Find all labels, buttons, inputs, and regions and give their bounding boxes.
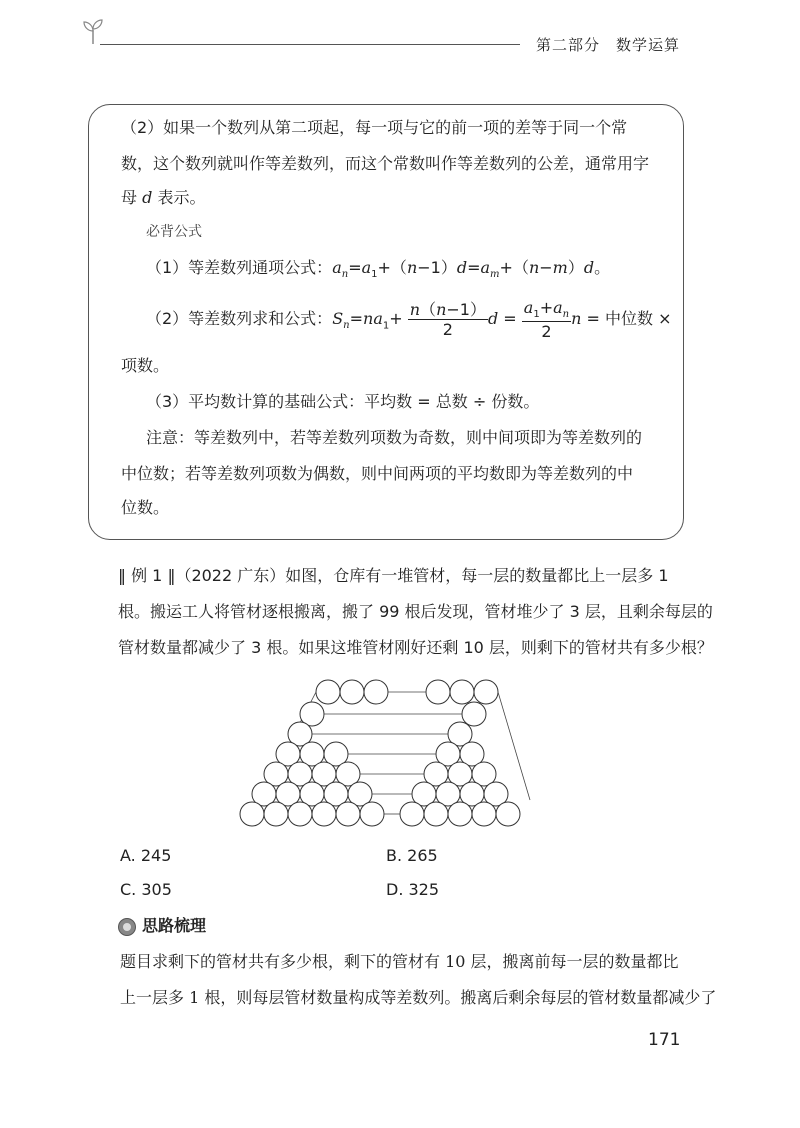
pipe-top-left-1 [340, 680, 364, 704]
pipe-row4-left-2 [288, 802, 312, 826]
option-d: D. 325 [386, 880, 440, 899]
formula-2-cont: 项数。 [121, 356, 170, 375]
must-memorize-heading: 必背公式 [146, 224, 202, 240]
analysis-line1: 题目求剩下的管材共有多少根，剩下的管材有 10 层，搬离前每一层的数量都比 [120, 952, 679, 971]
example-line3: 管材数量都减少了 3 根。如果这堆管材刚好还剩 10 层，则剩下的管材共有多少根？ [118, 638, 713, 657]
pipe-top-right-0 [426, 680, 450, 704]
option-a: A. 245 [120, 846, 172, 865]
pipe-row4-left-5 [360, 802, 384, 826]
option-c: C. 305 [120, 880, 172, 899]
pipe-top-right-1 [450, 680, 474, 704]
pipe-row4-left-3 [312, 802, 336, 826]
para2-line2: 数，这个数列就叫作等差数列，而这个常数叫作等差数列的公差，通常用字 [121, 154, 650, 173]
analysis-heading: 思路梳理 [142, 916, 207, 935]
pipe-row4-right-4 [496, 802, 520, 826]
page-number: 171 [648, 1030, 681, 1050]
note-line3: 位数。 [121, 498, 170, 517]
pipe-top-left-2 [364, 680, 388, 704]
pipe-row4-left-0 [240, 802, 264, 826]
formula-1: （1）等差数列通项公式：$a_n=a_1+(n-1)d=a_m+(n-m)d$。 [146, 258, 611, 281]
example-line1: ‖ 例 1 ‖（2022 广东）如图，仓库有一堆管材，每一层的数量都比上一层多 1 [118, 566, 669, 585]
pipe-row4-right-3 [472, 802, 496, 826]
pipe-top-left-0 [316, 680, 340, 704]
thinking-icon [118, 918, 136, 936]
pipe-row4-right-1 [424, 802, 448, 826]
formula-3: （3）平均数计算的基础公式：平均数 = 总数 ÷ 份数。 [146, 392, 540, 411]
para2-line1: （2）如果一个数列从第二项起，每一项与它的前一项的差等于同一个常 [121, 118, 628, 137]
fraction-a1-plus-an-over-2: $\frac{a_1+a_n}{2}$ [523, 298, 570, 342]
pipe-row4-right-0 [400, 802, 424, 826]
pipe-row4-left-4 [336, 802, 360, 826]
note-line2: 中位数；若等差数列项数为偶数，则中间两项的平均数即为等差数列的中 [121, 464, 634, 483]
analysis-line2: 上一层多 1 根，则每层管材数量构成等差数列。搬离后剩余每层的管材数量都减少了 [120, 988, 717, 1007]
example-line2: 根。搬运工人将管材逐根搬离，搬了 99 根后发现，管材堆少了 3 层，且剩余每层的 [118, 602, 713, 621]
fraction-n-n-minus-1-over-2: $\frac{n(n-1)}{2}$ [409, 300, 486, 340]
header-rule [100, 44, 520, 45]
pipe-top-right-2 [474, 680, 498, 704]
pipe-stack-figure [230, 670, 550, 840]
section-title: 第二部分 数学运算 [536, 36, 681, 54]
para2-line3: 母 d 表示。 [121, 188, 206, 207]
pipe-mid-right-0-0 [462, 702, 486, 726]
pipe-row4-right-2 [448, 802, 472, 826]
sprout-icon [82, 18, 104, 44]
option-b: B. 265 [386, 846, 438, 865]
formula-2: （2）等差数列求和公式：$S_n=na_1+$ $\frac{n(n-1)}{2}$ d = $\frac{a_1+a_n}{2}$ n = 中位数 × [146, 298, 672, 342]
pipe-row4-left-1 [264, 802, 288, 826]
note-line1: 注意：等差数列中，若等差数列项数为奇数，则中间项即为等差数列的 [146, 428, 643, 447]
